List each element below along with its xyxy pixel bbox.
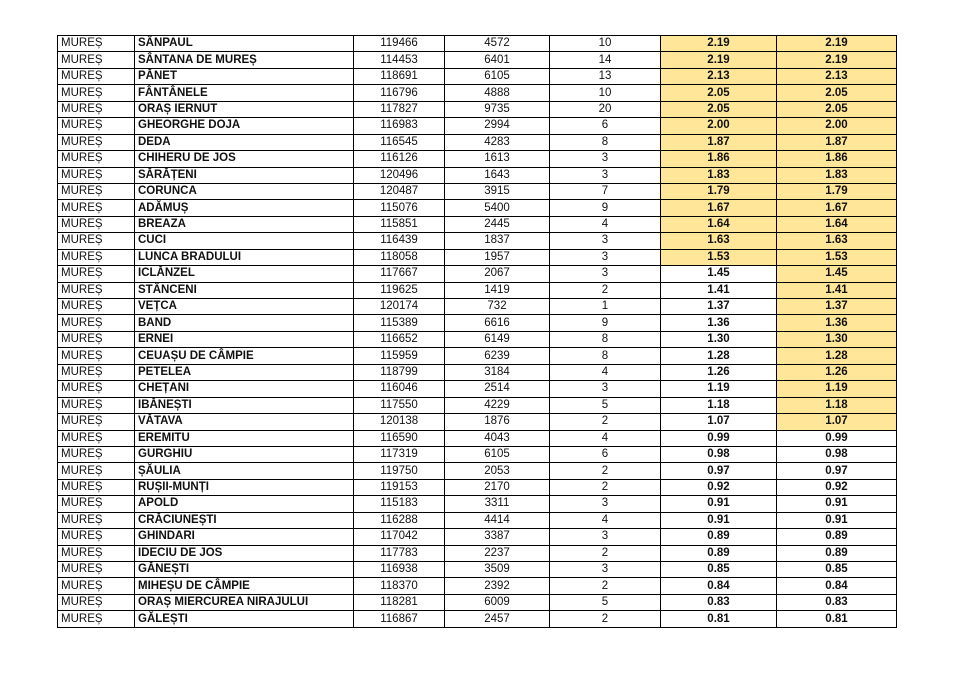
locality-cell: SÂNPAUL	[135, 36, 354, 52]
rate-cell: 0.83	[661, 594, 777, 610]
county-cell: MUREȘ	[58, 315, 135, 331]
county-cell: MUREȘ	[58, 118, 135, 134]
cases-cell: 2	[550, 414, 661, 430]
rate2-cell: 2.19	[777, 52, 897, 68]
rate2-cell: 0.92	[777, 479, 897, 495]
rate-cell: 1.28	[661, 348, 777, 364]
siruta-cell: 117783	[354, 545, 445, 561]
rate2-cell: 0.84	[777, 578, 897, 594]
rate-cell: 1.41	[661, 282, 777, 298]
locality-cell: ICLĂNZEL	[135, 266, 354, 282]
population-cell: 6105	[445, 446, 550, 462]
population-cell: 1613	[445, 151, 550, 167]
rate-cell: 1.86	[661, 151, 777, 167]
siruta-cell: 116439	[354, 233, 445, 249]
rate2-cell: 0.89	[777, 529, 897, 545]
county-cell: MUREȘ	[58, 381, 135, 397]
cases-cell: 3	[550, 233, 661, 249]
siruta-cell: 118691	[354, 68, 445, 84]
siruta-cell: 115389	[354, 315, 445, 331]
county-cell: MUREȘ	[58, 611, 135, 627]
locality-cell: PĂNET	[135, 68, 354, 84]
siruta-cell: 117550	[354, 397, 445, 413]
rate2-cell: 1.67	[777, 200, 897, 216]
siruta-cell: 119750	[354, 463, 445, 479]
rate2-cell: 1.41	[777, 282, 897, 298]
county-cell: MUREȘ	[58, 101, 135, 117]
population-cell: 6009	[445, 594, 550, 610]
rate2-cell: 0.89	[777, 545, 897, 561]
county-cell: MUREȘ	[58, 562, 135, 578]
rate2-cell: 0.81	[777, 611, 897, 627]
cases-cell: 3	[550, 381, 661, 397]
table-row	[58, 183, 897, 199]
rate-cell: 1.83	[661, 167, 777, 183]
siruta-cell: 118281	[354, 594, 445, 610]
rate2-cell: 0.98	[777, 446, 897, 462]
rate-cell: 0.89	[661, 529, 777, 545]
cases-cell: 10	[550, 85, 661, 101]
cases-cell: 9	[550, 315, 661, 331]
population-cell: 4888	[445, 85, 550, 101]
table-body	[58, 36, 897, 628]
table-row	[58, 282, 897, 298]
rate2-cell: 2.00	[777, 118, 897, 134]
population-cell: 3387	[445, 529, 550, 545]
county-cell: MUREȘ	[58, 282, 135, 298]
rate2-cell: 1.64	[777, 216, 897, 232]
siruta-cell: 114453	[354, 52, 445, 68]
county-cell: MUREȘ	[58, 463, 135, 479]
population-cell: 6149	[445, 331, 550, 347]
siruta-cell: 117827	[354, 101, 445, 117]
county-cell: MUREȘ	[58, 249, 135, 265]
rate-cell: 1.67	[661, 200, 777, 216]
siruta-cell: 118370	[354, 578, 445, 594]
population-cell: 3184	[445, 364, 550, 380]
population-cell: 1419	[445, 282, 550, 298]
locality-cell: ORAȘ MIERCUREA NIRAJULUI	[135, 594, 354, 610]
table-row	[58, 562, 897, 578]
county-cell: MUREȘ	[58, 36, 135, 52]
rate2-cell: 0.83	[777, 594, 897, 610]
table-row	[58, 151, 897, 167]
rate-cell: 1.79	[661, 183, 777, 199]
siruta-cell: 120496	[354, 167, 445, 183]
table-row	[58, 249, 897, 265]
rate-cell: 0.81	[661, 611, 777, 627]
cases-cell: 3	[550, 266, 661, 282]
siruta-cell: 120174	[354, 299, 445, 315]
population-cell: 732	[445, 299, 550, 315]
population-cell: 3915	[445, 183, 550, 199]
population-cell: 1957	[445, 249, 550, 265]
cases-cell: 4	[550, 430, 661, 446]
siruta-cell: 116652	[354, 331, 445, 347]
rate2-cell: 1.18	[777, 397, 897, 413]
rate-cell: 2.00	[661, 118, 777, 134]
table-row	[58, 68, 897, 84]
table-row	[58, 101, 897, 117]
cases-cell: 7	[550, 183, 661, 199]
population-cell: 6401	[445, 52, 550, 68]
locality-cell: CORUNCA	[135, 183, 354, 199]
rate-cell: 2.13	[661, 68, 777, 84]
population-cell: 1643	[445, 167, 550, 183]
locality-cell: CUCI	[135, 233, 354, 249]
county-cell: MUREȘ	[58, 52, 135, 68]
siruta-cell: 116590	[354, 430, 445, 446]
rate2-cell: 2.19	[777, 36, 897, 52]
table-row	[58, 545, 897, 561]
table-row	[58, 430, 897, 446]
siruta-cell: 119625	[354, 282, 445, 298]
table-row	[58, 463, 897, 479]
county-cell: MUREȘ	[58, 594, 135, 610]
cases-cell: 4	[550, 216, 661, 232]
locality-cell: APOLD	[135, 496, 354, 512]
locality-cell: GHEORGHE DOJA	[135, 118, 354, 134]
rate-cell: 1.26	[661, 364, 777, 380]
table-row	[58, 611, 897, 627]
population-cell: 2445	[445, 216, 550, 232]
siruta-cell: 120487	[354, 183, 445, 199]
locality-cell: GĂLEȘTI	[135, 611, 354, 627]
county-cell: MUREȘ	[58, 331, 135, 347]
cases-cell: 10	[550, 36, 661, 52]
locality-cell: RUȘII-MUNȚI	[135, 479, 354, 495]
locality-cell: ERNEI	[135, 331, 354, 347]
table-row	[58, 36, 897, 52]
rate-cell: 1.37	[661, 299, 777, 315]
locality-cell: CHIHERU DE JOS	[135, 151, 354, 167]
rate2-cell: 1.07	[777, 414, 897, 430]
rate2-cell: 2.05	[777, 85, 897, 101]
table-row	[58, 348, 897, 364]
rate2-cell: 0.91	[777, 512, 897, 528]
table-row	[58, 578, 897, 594]
rate2-cell: 1.30	[777, 331, 897, 347]
table-row	[58, 381, 897, 397]
siruta-cell: 115851	[354, 216, 445, 232]
rate-cell: 1.36	[661, 315, 777, 331]
population-cell: 2994	[445, 118, 550, 134]
siruta-cell: 116126	[354, 151, 445, 167]
siruta-cell: 116938	[354, 562, 445, 578]
locality-cell: FÂNTÂNELE	[135, 85, 354, 101]
rate2-cell: 2.05	[777, 101, 897, 117]
locality-cell: SÂNTANA DE MUREȘ	[135, 52, 354, 68]
table-row	[58, 52, 897, 68]
table-row	[58, 134, 897, 150]
siruta-cell: 116046	[354, 381, 445, 397]
population-cell: 6105	[445, 68, 550, 84]
cases-cell: 5	[550, 397, 661, 413]
rate-cell: 1.30	[661, 331, 777, 347]
siruta-cell: 116288	[354, 512, 445, 528]
cases-cell: 2	[550, 282, 661, 298]
cases-cell: 2	[550, 578, 661, 594]
population-cell: 4229	[445, 397, 550, 413]
county-cell: MUREȘ	[58, 446, 135, 462]
rate-cell: 2.19	[661, 36, 777, 52]
population-cell: 2392	[445, 578, 550, 594]
county-cell: MUREȘ	[58, 479, 135, 495]
county-cell: MUREȘ	[58, 512, 135, 528]
rate-cell: 0.97	[661, 463, 777, 479]
locality-cell: LUNCA BRADULUI	[135, 249, 354, 265]
locality-cell: CHEȚANI	[135, 381, 354, 397]
cases-cell: 9	[550, 200, 661, 216]
rate-cell: 1.19	[661, 381, 777, 397]
locality-cell: SĂRĂȚENI	[135, 167, 354, 183]
rate2-cell: 1.83	[777, 167, 897, 183]
cases-cell: 6	[550, 446, 661, 462]
county-cell: MUREȘ	[58, 397, 135, 413]
county-cell: MUREȘ	[58, 348, 135, 364]
siruta-cell: 115183	[354, 496, 445, 512]
county-cell: MUREȘ	[58, 545, 135, 561]
siruta-cell: 116983	[354, 118, 445, 134]
population-cell: 4283	[445, 134, 550, 150]
cases-cell: 20	[550, 101, 661, 117]
table-row	[58, 315, 897, 331]
county-cell: MUREȘ	[58, 430, 135, 446]
rate2-cell: 0.97	[777, 463, 897, 479]
county-cell: MUREȘ	[58, 414, 135, 430]
cases-cell: 3	[550, 529, 661, 545]
locality-cell: ȘĂULIA	[135, 463, 354, 479]
population-cell: 6616	[445, 315, 550, 331]
rate2-cell: 1.53	[777, 249, 897, 265]
county-cell: MUREȘ	[58, 85, 135, 101]
cases-cell: 14	[550, 52, 661, 68]
county-cell: MUREȘ	[58, 578, 135, 594]
rate2-cell: 1.19	[777, 381, 897, 397]
siruta-cell: 115076	[354, 200, 445, 216]
cases-cell: 2	[550, 479, 661, 495]
county-cell: MUREȘ	[58, 364, 135, 380]
rate-cell: 1.07	[661, 414, 777, 430]
rate-cell: 1.45	[661, 266, 777, 282]
locality-cell: CEUAȘU DE CÂMPIE	[135, 348, 354, 364]
rate2-cell: 1.37	[777, 299, 897, 315]
table-row	[58, 85, 897, 101]
table-row	[58, 397, 897, 413]
rate2-cell: 1.26	[777, 364, 897, 380]
table-row	[58, 364, 897, 380]
county-cell: MUREȘ	[58, 299, 135, 315]
population-cell: 6239	[445, 348, 550, 364]
locality-cell: ORAȘ IERNUT	[135, 101, 354, 117]
localities-table	[57, 35, 897, 628]
cases-cell: 4	[550, 364, 661, 380]
population-cell: 2067	[445, 266, 550, 282]
table-row	[58, 299, 897, 315]
population-cell: 2170	[445, 479, 550, 495]
siruta-cell: 116867	[354, 611, 445, 627]
county-cell: MUREȘ	[58, 496, 135, 512]
rate-cell: 1.87	[661, 134, 777, 150]
county-cell: MUREȘ	[58, 183, 135, 199]
population-cell: 2514	[445, 381, 550, 397]
locality-cell: DEDA	[135, 134, 354, 150]
table-row	[58, 216, 897, 232]
rate-cell: 1.53	[661, 249, 777, 265]
population-cell: 2237	[445, 545, 550, 561]
table-row	[58, 233, 897, 249]
siruta-cell: 117319	[354, 446, 445, 462]
population-cell: 4572	[445, 36, 550, 52]
rate-cell: 2.05	[661, 85, 777, 101]
rate-cell: 1.64	[661, 216, 777, 232]
locality-cell: VEȚCA	[135, 299, 354, 315]
cases-cell: 2	[550, 463, 661, 479]
cases-cell: 1	[550, 299, 661, 315]
rate2-cell: 2.13	[777, 68, 897, 84]
cases-cell: 8	[550, 348, 661, 364]
rate2-cell: 1.63	[777, 233, 897, 249]
rate2-cell: 0.99	[777, 430, 897, 446]
locality-cell: BAND	[135, 315, 354, 331]
siruta-cell: 119153	[354, 479, 445, 495]
county-cell: MUREȘ	[58, 134, 135, 150]
population-cell: 4043	[445, 430, 550, 446]
table-row	[58, 446, 897, 462]
siruta-cell: 117042	[354, 529, 445, 545]
locality-cell: CRĂCIUNEȘTI	[135, 512, 354, 528]
population-cell: 4414	[445, 512, 550, 528]
table-row	[58, 331, 897, 347]
siruta-cell: 118799	[354, 364, 445, 380]
rate-cell: 0.84	[661, 578, 777, 594]
siruta-cell: 119466	[354, 36, 445, 52]
cases-cell: 8	[550, 331, 661, 347]
rate-cell: 0.99	[661, 430, 777, 446]
rate2-cell: 0.85	[777, 562, 897, 578]
population-cell: 2457	[445, 611, 550, 627]
table-row	[58, 496, 897, 512]
cases-cell: 3	[550, 249, 661, 265]
cases-cell: 3	[550, 167, 661, 183]
table-row	[58, 512, 897, 528]
locality-cell: VĂTAVA	[135, 414, 354, 430]
cases-cell: 5	[550, 594, 661, 610]
siruta-cell: 117667	[354, 266, 445, 282]
cases-cell: 13	[550, 68, 661, 84]
table-row	[58, 479, 897, 495]
population-cell: 9735	[445, 101, 550, 117]
rate-cell: 1.18	[661, 397, 777, 413]
population-cell: 3509	[445, 562, 550, 578]
population-cell: 5400	[445, 200, 550, 216]
rate2-cell: 1.79	[777, 183, 897, 199]
cases-cell: 3	[550, 562, 661, 578]
siruta-cell: 115959	[354, 348, 445, 364]
rate2-cell: 1.45	[777, 266, 897, 282]
cases-cell: 3	[550, 151, 661, 167]
table-row	[58, 529, 897, 545]
table-row	[58, 200, 897, 216]
cases-cell: 4	[550, 512, 661, 528]
population-cell: 3311	[445, 496, 550, 512]
rate-cell: 0.91	[661, 496, 777, 512]
table-row	[58, 118, 897, 134]
cases-cell: 2	[550, 545, 661, 561]
rate-cell: 2.05	[661, 101, 777, 117]
county-cell: MUREȘ	[58, 200, 135, 216]
locality-cell: GHINDARI	[135, 529, 354, 545]
rate-cell: 0.92	[661, 479, 777, 495]
table-row	[58, 167, 897, 183]
rate2-cell: 1.86	[777, 151, 897, 167]
cases-cell: 3	[550, 496, 661, 512]
locality-cell: PETELEA	[135, 364, 354, 380]
population-cell: 2053	[445, 463, 550, 479]
locality-cell: IDECIU DE JOS	[135, 545, 354, 561]
county-cell: MUREȘ	[58, 233, 135, 249]
county-cell: MUREȘ	[58, 216, 135, 232]
siruta-cell: 116545	[354, 134, 445, 150]
document-page	[57, 35, 897, 628]
population-cell: 1837	[445, 233, 550, 249]
locality-cell: BREAZA	[135, 216, 354, 232]
locality-cell: GURGHIU	[135, 446, 354, 462]
locality-cell: STÂNCENI	[135, 282, 354, 298]
locality-cell: EREMITU	[135, 430, 354, 446]
cases-cell: 2	[550, 611, 661, 627]
county-cell: MUREȘ	[58, 167, 135, 183]
table-row	[58, 266, 897, 282]
cases-cell: 8	[550, 134, 661, 150]
rate2-cell: 1.87	[777, 134, 897, 150]
rate-cell: 2.19	[661, 52, 777, 68]
locality-cell: IBĂNEȘTI	[135, 397, 354, 413]
county-cell: MUREȘ	[58, 266, 135, 282]
county-cell: MUREȘ	[58, 529, 135, 545]
locality-cell: GĂNEȘTI	[135, 562, 354, 578]
rate2-cell: 1.28	[777, 348, 897, 364]
county-cell: MUREȘ	[58, 68, 135, 84]
rate-cell: 1.63	[661, 233, 777, 249]
rate-cell: 0.98	[661, 446, 777, 462]
rate-cell: 0.85	[661, 562, 777, 578]
table-row	[58, 414, 897, 430]
cases-cell: 6	[550, 118, 661, 134]
rate2-cell: 0.91	[777, 496, 897, 512]
siruta-cell: 116796	[354, 85, 445, 101]
rate2-cell: 1.36	[777, 315, 897, 331]
locality-cell: ADĂMUȘ	[135, 200, 354, 216]
siruta-cell: 120138	[354, 414, 445, 430]
siruta-cell: 118058	[354, 249, 445, 265]
rate-cell: 0.91	[661, 512, 777, 528]
locality-cell: MIHEȘU DE CÂMPIE	[135, 578, 354, 594]
table-row	[58, 594, 897, 610]
county-cell: MUREȘ	[58, 151, 135, 167]
population-cell: 1876	[445, 414, 550, 430]
rate-cell: 0.89	[661, 545, 777, 561]
